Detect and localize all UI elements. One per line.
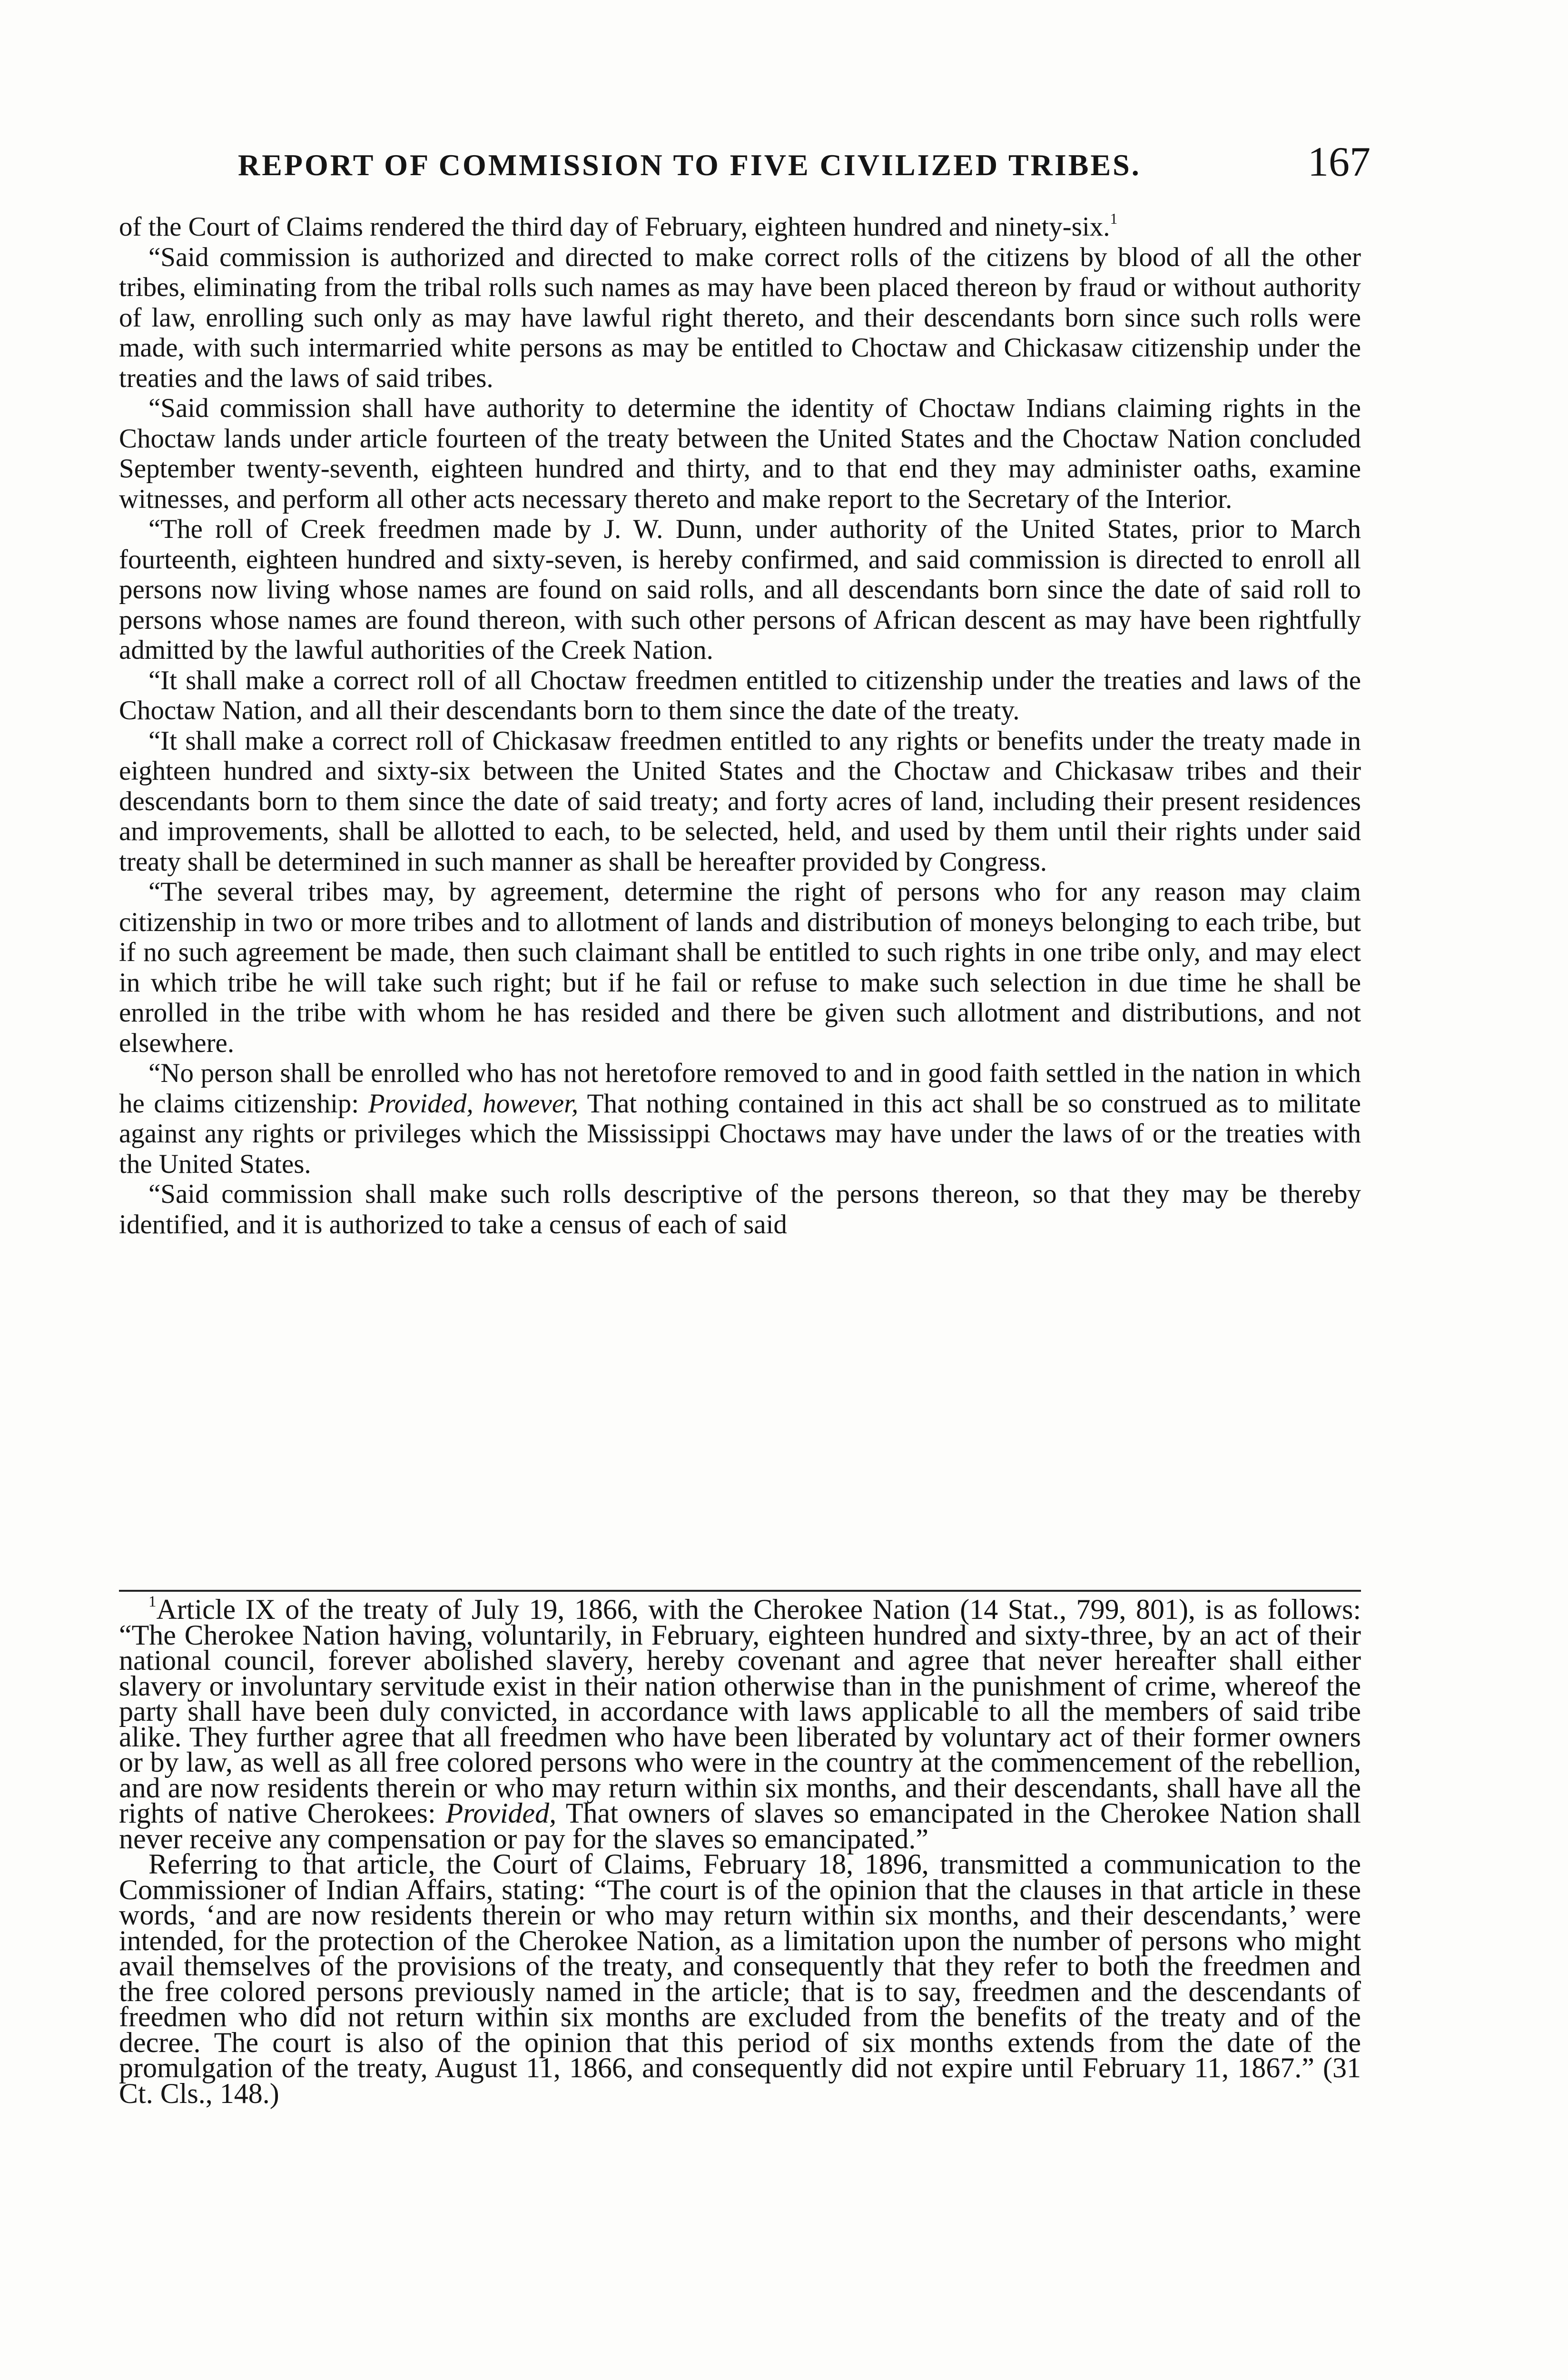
footnote-article-ix: $^1$Article IX of the treaty of July 19, 1866, with the Cherokee Nation (14 Stat., 799, 801), is as follows: “The Cherokee Nation having, voluntarily, in February, eighteen hundred and sixty-three, by an act of their national council, forever abolished slavery, hereby covenant and agree that never hereafter shall either slavery or involuntary servitude exist in their nation otherwise than in the punishment of crime, whereof the party shall have been duly convicted, in accordance with laws applicable to all the members of said tribe alike. They further agree that all freedmen who have been liberated by voluntary act of their former owners or by law, as well as all free colored persons who were in the country at the commencement of the rebellion, and are now residents therein or who may return within six months, and their descendants, shall have all the rights of native Cherokees: Provided, That owners of slaves so emancipated in the Cherokee Nation shall never receive any compensation or pay for the slaves so emancipated.”	[119, 1593, 1361, 1854]
paragraph-descriptive-rolls: “Said commission shall make such rolls descriptive of the persons thereon, so that they may be thereby identified, and it is authorized to take a census of each of said	[119, 1179, 1361, 1240]
italic-provided: Provided,	[445, 1797, 557, 1829]
footnote	[119, 1593, 1361, 2363]
italic-proviso: Provided, however,	[368, 1088, 579, 1119]
paragraph-several-tribes: “The several tribes may, by agreement, determine the right of persons who for any reason may claim citizenship in two or more tribes and to allotment of lands and distribution of moneys belonging to each tribe, but if no such agreement be made, then such claimant shall be entitled to such rights in one tribe only, and may elect in which tribe he will take such right; but if he fail or refuse to make such selection in due time he shall be enrolled in the tribe with whom he has resided and there be given such allotment and distributions, and not elsewhere.	[119, 877, 1361, 1058]
footnote-reference: 1	[1110, 210, 1118, 228]
footnote-marker: 1	[148, 1593, 157, 1611]
page-number: 167	[1308, 139, 1371, 185]
paragraph-creek-freedmen: “The roll of Creek freedmen made by J. W. Dunn, under authority of the United States, prior to March fourteenth, eighteen hundred and sixty-seven, is hereby confirmed, and said commission is directed to enroll all persons now living whose names are found on said rolls, and all descendants born since the date of said roll to persons whose names are found thereon, with such other persons of African descent as may have been rightfully admitted by the lawful authorities of the Creek Nation.	[119, 514, 1361, 665]
paragraph-text: of the Court of Claims rendered the third day of February, eighteen hundred and ninety-six.	[119, 212, 1110, 242]
main-text	[119, 212, 1361, 1573]
paragraph-choctaw-identity: “Said commission shall have authority to determine the identity of Choctaw Indians claiming rights in the Choctaw lands under article fourteen of the treaty between the United States and the Choctaw Nation concluded September twenty-seventh, eighteen hundred and thirty, and to that end they may administer oaths, examine witnesses, and perform all other acts necessary thereto and make report to the Secretary of the Interior.	[119, 393, 1361, 514]
paragraph-continuation	[119, 212, 1361, 242]
footnote-divider	[119, 1590, 1361, 1592]
page-header	[238, 138, 1371, 200]
paragraph-no-person-enrolled: “No person shall be enrolled who has not heretofore removed to and in good faith settled in the nation in which he claims citizenship: Provided, however, That nothing contained in this act shall be so construed as to militate against any rights or privileges which the Mississippi Choctaws may have under the laws of or the treaties with the United States.	[119, 1058, 1361, 1179]
paragraph-choctaw-freedmen: “It shall make a correct roll of all Choctaw freedmen entitled to citizenship under the treaties and laws of the Choctaw Nation, and all their descendants born to them since the date of the treaty.	[119, 665, 1361, 725]
running-head: REPORT OF COMMISSION TO FIVE CIVILIZED TRIBES.	[238, 148, 1141, 182]
footnote-court-of-claims: Referring to that article, the Court of Claims, February 18, 1896, transmitted a communication to the Commissioner of Indian Affairs, stating: “The court is of the opinion that the clauses in that article in these words, ‘and are now residents therein or who may return within six months, and their descendants,’ were intended, for the protection of the Cherokee Nation, as a limitation upon the number of persons who might avail themselves of the provisions of the treaty, and consequently that they refer to both the freedmen and the free colored persons previously named in the article; that is to say, freedmen and the descendants of freedmen who did not return within six months are excluded from the benefits of the treaty and of the decree. The court is also of the opinion that this period of six months extends from the date of the promulgation of the treaty, August 11, 1866, and consequently did not expire until February 11, 1867.” (31 Ct. Cls., 148.)	[119, 1848, 1361, 2109]
paragraph-rolls-by-blood: “Said commission is authorized and directed to make correct rolls of the citizens by blood of all the other tribes, eliminating from the tribal rolls such names as may have been placed thereon by fraud or without authority of law, enrolling such only as may have lawful right thereto, and their descendants born since such rolls were made, with such intermarried white persons as may be entitled to Choctaw and Chickasaw citizenship under the treaties and the laws of said tribes.	[119, 242, 1361, 393]
paragraph-chickasaw-freedmen: “It shall make a correct roll of Chickasaw freedmen entitled to any rights or benefits under the treaty made in eighteen hundred and sixty-six between the United States and the Choctaw and Chickasaw tribes and their descendants born to them since the date of said treaty; and forty acres of land, including their present residences and improvements, shall be allotted to each, to be selected, held, and used by them until their rights under said treaty shall be determined in such manner as shall be hereafter provided by Congress.	[119, 725, 1361, 877]
